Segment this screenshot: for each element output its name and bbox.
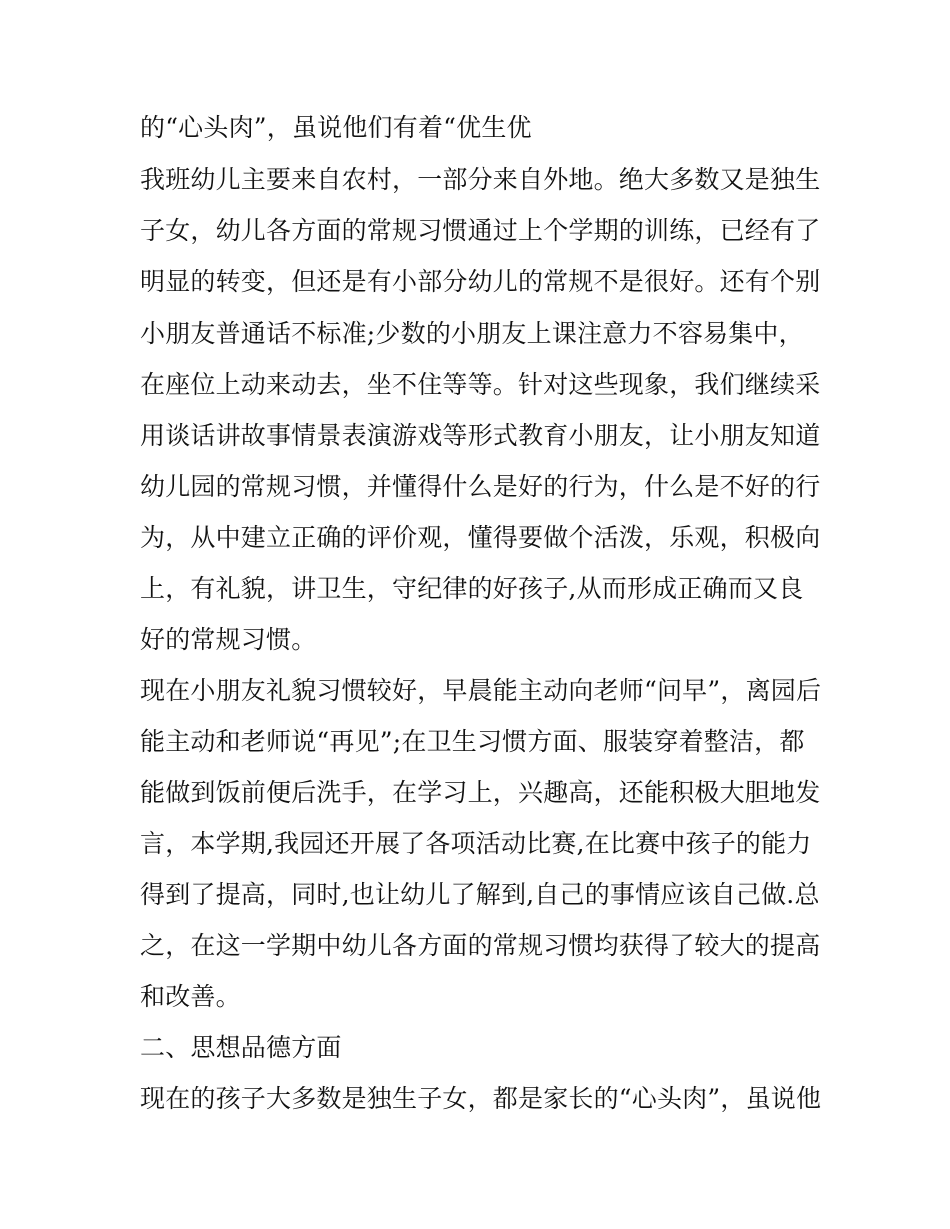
text-line: 明显的转变，但还是有小部分幼儿的常规不是很好。还有个别 [140,267,821,296]
section-heading: 二、思想品德方面 [140,1033,342,1062]
text-line: 现在的孩子大多数是独生子女，都是家长的“心头肉”，虽说他 [140,1084,822,1113]
text-line: 和改善。 [140,982,241,1011]
text-line: 现在小朋友礼貌习惯较好，早晨能主动向老师“问早”，离园后 [140,676,822,705]
text-line: 言，本学期,我园还开展了各项活动比赛,在比赛中孩子的能力 [140,829,812,858]
text-line: 好的常规习惯。 [140,625,317,654]
text-line: 的“心头肉”，虽说他们有着“优生优 [140,113,532,142]
text-line: 之，在这一学期中幼儿各方面的常规习惯均获得了较大的提高 [140,931,821,960]
text-line: 幼儿园的常规习惯，并懂得什么是好的行为，什么是不好的行 [140,472,821,501]
text-line: 上，有礼貌，讲卫生，守纪律的好孩子,从而形成正确而又良 [140,574,804,603]
text-line: 在座位上动来动去，坐不住等等。针对这些现象，我们继续采 [140,370,821,399]
text-line: 能主动和老师说“再见”;在卫生习惯方面、服装穿着整洁，都 [140,727,805,756]
text-line: 我班幼儿主要来自农村，一部分来自外地。绝大多数又是独生 [140,165,821,194]
text-line: 为，从中建立正确的评价观，懂得要做个活泼，乐观，积极向 [140,523,821,552]
text-line: 用谈话讲故事情景表演游戏等形式教育小朋友，让小朋友知道 [140,421,821,450]
text-line: 能做到饭前便后洗手，在学习上，兴趣高，还能积极大胆地发 [140,778,821,807]
text-line: 得到了提高，同时,也让幼儿了解到,自己的事情应该自己做.总 [140,880,820,909]
text-line: 小朋友普通话不标准;少数的小朋友上课注意力不容易集中， [140,319,804,348]
text-line: 子女，幼儿各方面的常规习惯通过上个学期的训练，已经有了 [140,216,821,245]
